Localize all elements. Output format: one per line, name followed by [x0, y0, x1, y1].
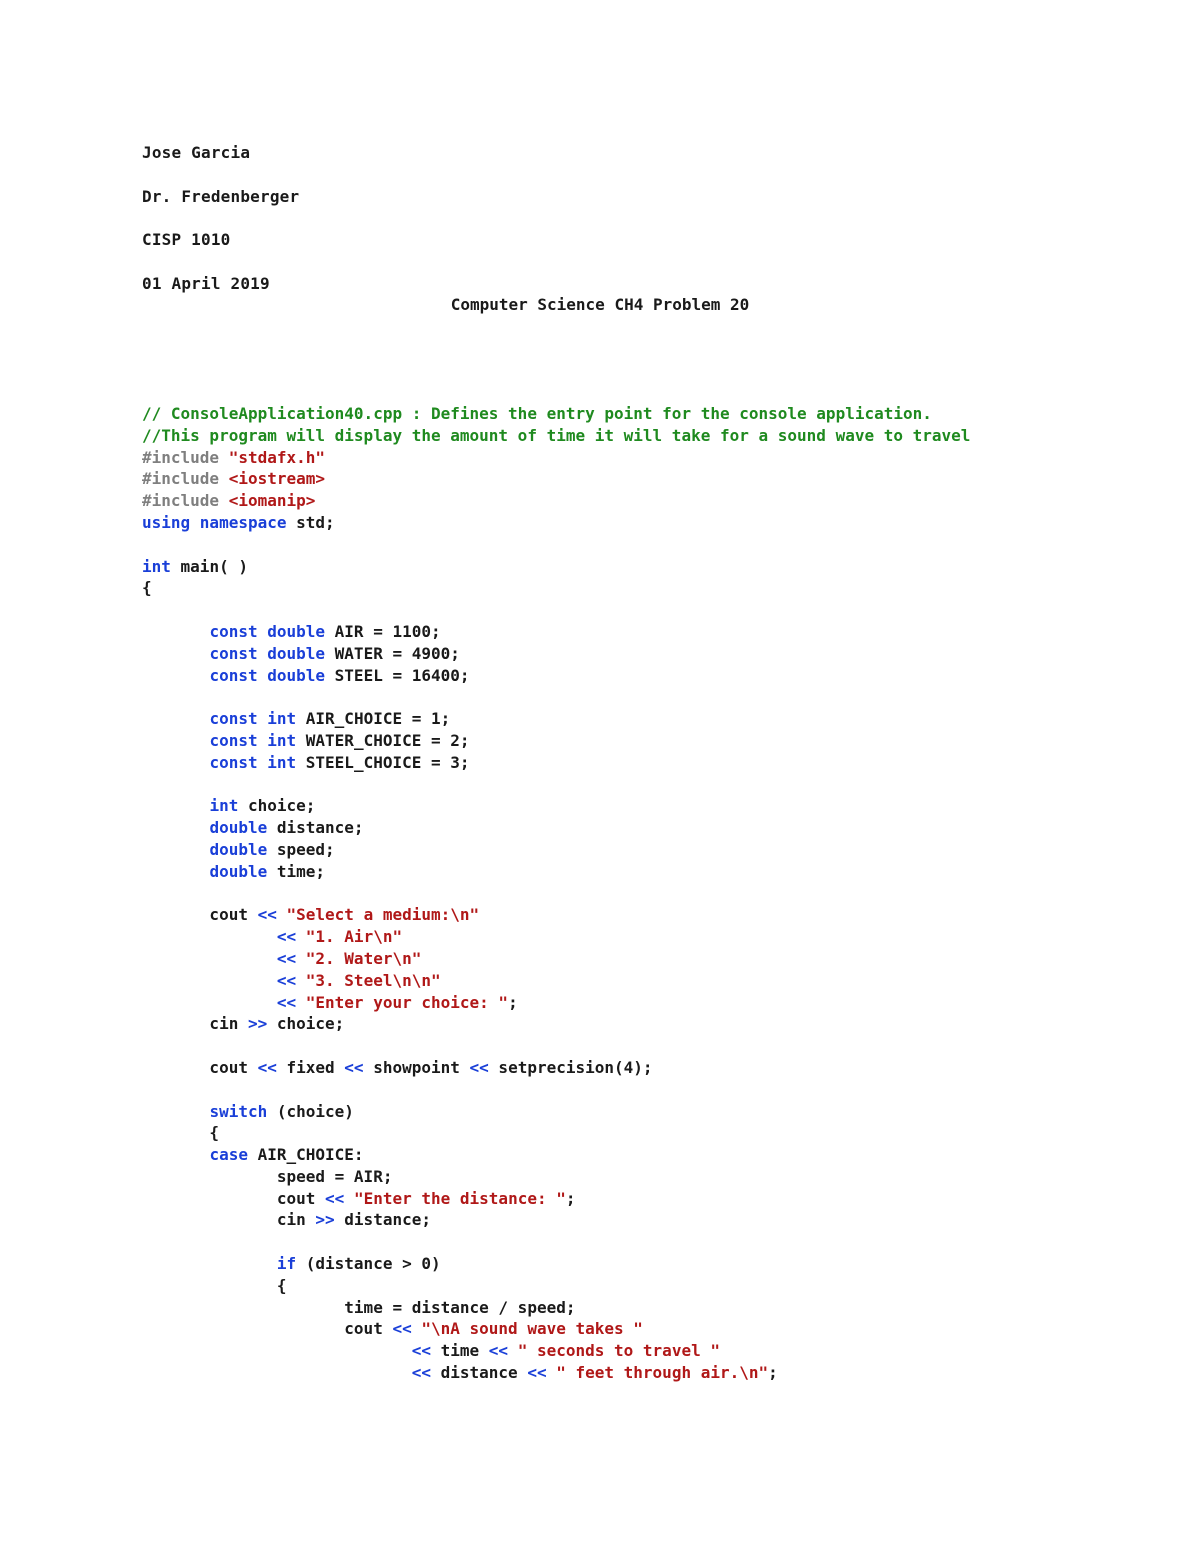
code-token-plain: distance;	[334, 1210, 431, 1230]
code-token-plain: distance;	[267, 818, 364, 838]
code-line	[142, 1035, 970, 1057]
code-token-plain	[412, 1319, 422, 1338]
code-token-stream: <<	[276, 992, 297, 1012]
code-token-plain	[142, 753, 209, 772]
document-title: Computer Science CH4 Problem 20	[450, 295, 750, 314]
code-token-plain: ;	[565, 1188, 576, 1208]
code-line	[142, 577, 970, 599]
code-line	[142, 1057, 970, 1079]
code-token-plain	[296, 993, 306, 1012]
code-line	[142, 1231, 970, 1253]
code-token-plain: STEEL_CHOICE = 3;	[296, 752, 470, 772]
code-token-plain: {	[142, 578, 152, 598]
code-line	[142, 599, 970, 621]
code-line	[142, 795, 970, 817]
code-token-string: "Select a medium:\n"	[286, 905, 480, 925]
code-token-plain	[142, 818, 209, 837]
code-listing	[142, 403, 970, 1384]
code-token-stream: <<	[392, 1319, 412, 1339]
code-token-string: "2. Water\n"	[305, 948, 422, 968]
code-token-plain: WATER_CHOICE = 2;	[296, 730, 470, 750]
code-token-string: " seconds to travel "	[517, 1341, 720, 1361]
instructor-name: Dr. Fredenberger	[142, 187, 300, 206]
code-token-plain	[296, 971, 306, 990]
code-token-plain	[142, 927, 277, 946]
code-line	[142, 1340, 970, 1362]
code-token-stream: <<	[276, 927, 297, 947]
code-token-stream: <<	[469, 1057, 489, 1077]
code-token-plain: (distance > 0)	[296, 1254, 441, 1274]
code-token-plain	[508, 1341, 518, 1360]
author-name: Jose Garcia	[142, 143, 251, 162]
code-token-plain	[142, 644, 209, 663]
code-line	[142, 621, 970, 643]
code-token-plain: cin	[142, 1210, 316, 1230]
code-line	[142, 752, 970, 774]
code-line	[142, 883, 970, 905]
code-line	[142, 490, 970, 512]
code-token-plain: cout	[142, 1319, 393, 1339]
code-token-plain: AIR_CHOICE = 1;	[296, 709, 451, 729]
code-token-plain: ;	[508, 992, 518, 1012]
code-line	[142, 534, 970, 556]
code-token-plain	[142, 709, 209, 728]
code-token-keyword: double	[209, 818, 268, 838]
code-token-plain: setprecision(4);	[488, 1057, 653, 1077]
code-token-plain: cout	[142, 1188, 326, 1208]
code-line	[142, 468, 970, 490]
code-token-stream: >>	[315, 1210, 335, 1230]
code-token-keyword: using namespace	[142, 512, 287, 532]
code-token-keyword: const int	[209, 709, 297, 729]
code-line	[142, 948, 970, 970]
code-token-string: <iomanip>	[228, 491, 316, 511]
code-token-plain	[142, 971, 277, 990]
code-token-stream: <<	[325, 1188, 345, 1208]
course-code: CISP 1010	[142, 230, 231, 249]
code-line	[142, 1362, 970, 1384]
code-token-plain: WATER = 4900;	[325, 643, 460, 663]
code-token-plain	[142, 862, 209, 881]
code-line	[142, 643, 970, 665]
document-date: 01 April 2019	[142, 274, 270, 293]
code-line	[142, 425, 970, 447]
code-token-plain	[142, 840, 209, 859]
code-token-plain: fixed	[276, 1057, 345, 1077]
code-token-keyword: int	[209, 796, 239, 816]
code-token-plain	[277, 905, 287, 924]
code-token-plain: {	[142, 1275, 287, 1295]
code-token-stream: <<	[411, 1363, 431, 1383]
code-token-stream: <<	[411, 1341, 431, 1361]
code-token-keyword: switch	[209, 1101, 268, 1121]
code-token-preproc: #include	[142, 447, 229, 467]
code-token-keyword: case	[209, 1145, 248, 1165]
code-token-plain	[142, 1102, 209, 1121]
code-token-stream: <<	[344, 1057, 364, 1077]
code-token-stream: <<	[257, 1057, 277, 1077]
code-line	[142, 861, 970, 883]
code-token-string: "stdafx.h"	[228, 447, 326, 467]
code-token-plain: speed;	[267, 839, 335, 859]
code-line	[142, 512, 970, 534]
code-token-plain: distance	[430, 1363, 528, 1383]
code-token-string: <iostream>	[228, 469, 326, 489]
code-token-plain	[296, 949, 306, 968]
code-token-stream: >>	[247, 1014, 268, 1034]
code-token-stream: <<	[276, 948, 297, 968]
code-token-plain	[142, 993, 277, 1012]
code-token-keyword: if	[276, 1254, 297, 1274]
code-line	[142, 1253, 970, 1275]
code-line	[142, 926, 970, 948]
code-token-string: " feet through air.\n"	[556, 1363, 769, 1383]
code-line	[142, 1079, 970, 1101]
code-token-keyword: const double	[209, 621, 326, 641]
code-token-plain: showpoint	[363, 1057, 470, 1077]
code-token-plain	[296, 927, 306, 946]
code-token-plain	[547, 1363, 557, 1382]
code-line	[142, 1166, 970, 1188]
code-line	[142, 1144, 970, 1166]
code-token-plain: STEEL = 16400;	[325, 665, 470, 685]
code-line	[142, 817, 970, 839]
code-token-plain	[142, 1254, 277, 1273]
code-line	[142, 1013, 970, 1035]
code-token-stream: <<	[527, 1363, 547, 1383]
code-token-string: "1. Air\n"	[305, 927, 403, 947]
code-token-plain	[142, 1145, 209, 1164]
code-token-keyword: double	[209, 839, 268, 859]
code-token-keyword: int	[142, 556, 171, 576]
code-line	[142, 1122, 970, 1144]
code-token-plain	[344, 1189, 354, 1208]
code-token-plain	[142, 1363, 412, 1382]
code-token-plain: time = distance / speed;	[142, 1297, 576, 1317]
code-line	[142, 1275, 970, 1297]
code-line	[142, 1318, 970, 1340]
code-token-plain: AIR = 1100;	[325, 621, 441, 641]
code-token-plain: choice;	[238, 796, 316, 816]
code-token-plain: time;	[267, 861, 326, 881]
code-token-plain: (choice)	[267, 1101, 354, 1121]
code-line	[142, 403, 970, 425]
code-line	[142, 774, 970, 796]
code-line	[142, 970, 970, 992]
code-token-plain	[142, 949, 277, 968]
code-token-comment: // ConsoleApplication40.cpp : Defines the entry point for the console application.	[142, 404, 932, 423]
code-token-plain: choice;	[267, 1014, 345, 1034]
code-token-plain: speed = AIR;	[142, 1166, 393, 1186]
code-line	[142, 992, 970, 1014]
code-token-plain	[142, 1341, 412, 1360]
code-token-plain: {	[142, 1123, 220, 1143]
code-token-plain	[142, 666, 209, 685]
code-line	[142, 904, 970, 926]
code-token-preproc: #include	[142, 469, 229, 489]
code-token-plain	[142, 796, 209, 815]
code-token-plain: cin	[142, 1014, 248, 1034]
code-token-plain: cout	[142, 1057, 258, 1077]
code-token-plain: main( )	[170, 556, 248, 576]
code-token-plain: std;	[286, 512, 335, 532]
code-token-plain: cout	[142, 905, 258, 925]
code-token-string: "\nA sound wave takes "	[421, 1319, 643, 1339]
code-token-keyword: const int	[209, 752, 297, 772]
code-line	[142, 1209, 970, 1231]
code-token-string: "Enter your choice: "	[305, 992, 509, 1012]
code-token-stream: <<	[276, 970, 297, 990]
code-line	[142, 447, 970, 469]
code-line	[142, 1188, 970, 1210]
code-token-plain	[142, 731, 209, 750]
code-token-keyword: const double	[209, 665, 326, 685]
code-token-plain: time	[430, 1341, 489, 1361]
code-token-keyword: double	[209, 861, 268, 881]
code-token-string: "Enter the distance: "	[353, 1188, 566, 1208]
code-token-plain: AIR_CHOICE:	[247, 1145, 364, 1165]
code-token-string: "3. Steel\n\n"	[305, 970, 441, 990]
code-line	[142, 665, 970, 687]
code-line	[142, 1297, 970, 1319]
code-line	[142, 708, 970, 730]
code-token-plain: ;	[768, 1363, 778, 1383]
code-token-keyword: const double	[209, 643, 326, 663]
code-line	[142, 556, 970, 578]
code-line	[142, 1101, 970, 1123]
code-token-keyword: const int	[209, 730, 297, 750]
code-line	[142, 686, 970, 708]
code-token-comment: //This program will display the amount of time it will take for a sound wave to travel	[142, 425, 971, 445]
code-line	[142, 839, 970, 861]
code-token-preproc: #include	[142, 491, 229, 511]
code-token-stream: <<	[257, 905, 277, 925]
code-token-plain	[142, 622, 209, 641]
code-token-stream: <<	[488, 1341, 509, 1361]
code-line	[142, 730, 970, 752]
